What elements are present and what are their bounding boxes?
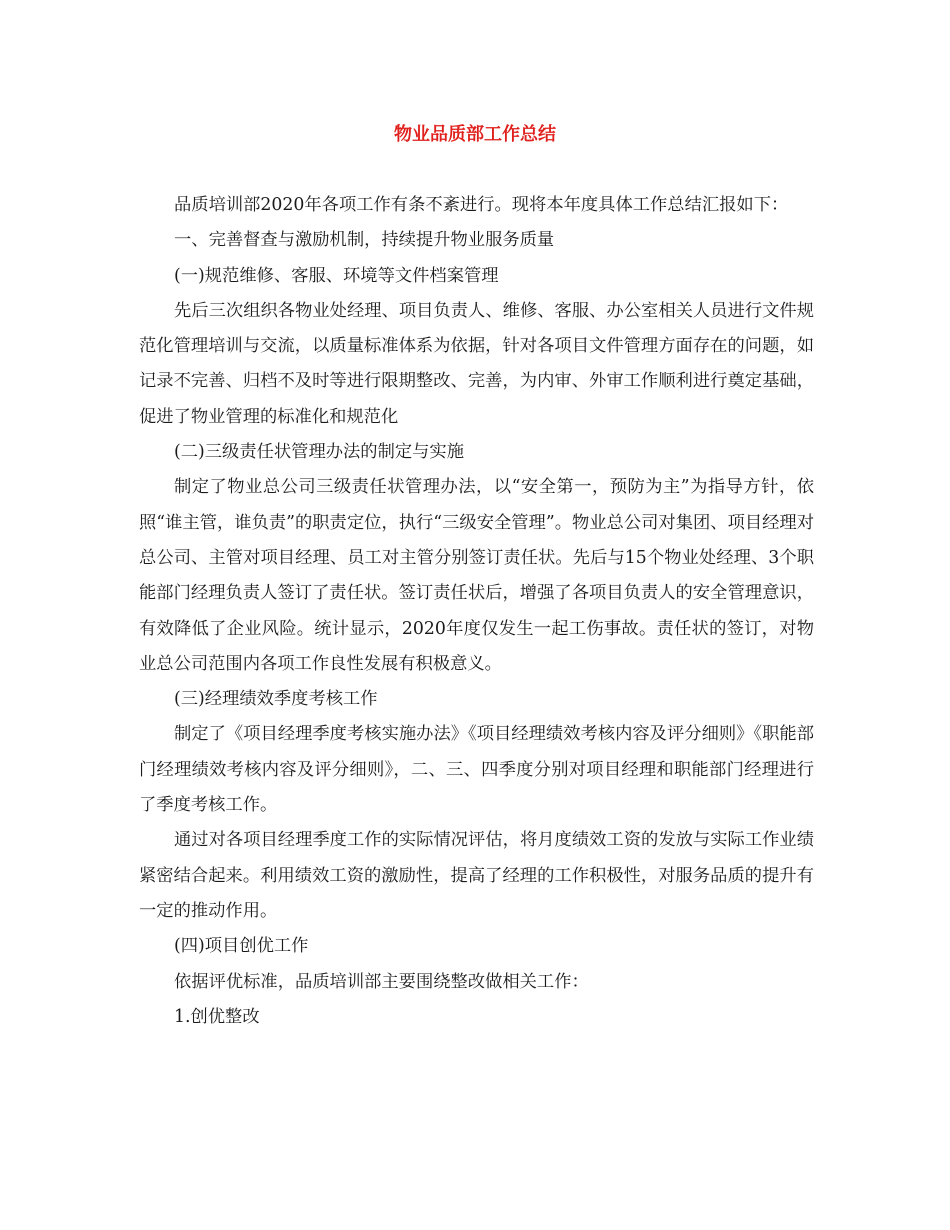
paragraph-excellence-intro: 依据评优标准，品质培训部主要围绕整改做相关工作： xyxy=(174,971,589,992)
list-item-rectification: 1.创优整改 xyxy=(174,1006,260,1027)
document-title: 物业品质部工作总结 xyxy=(394,124,556,145)
document-body xyxy=(139,188,814,1035)
paragraph-responsibility: 制定了物业总公司三级责任状管理办法，以“安全第一，预防为主”为指导方针，依照“谁主管，谁负责”的职责定位，执行“三级安全管理”。物业总公司对集团、项目经理对总公司、主管对项目经理、员工对主管分别签订责任状。先后与15个物业处经理、3个职能部门经理负责人签订了责任状。签订责任状后，增强了各项目负责人的安全管理意识，有效降低了企业风险。统计显示，2020年度仅发生一起工伤事故。责任状的签订，对物业总公司范围内各项工作良性发展有积极意义。 xyxy=(139,477,814,674)
paragraph-file-management: 先后三次组织各物业处经理、项目负责人、维修、客服、办公室相关人员进行文件规范化管理培训与交流，以质量标准体系为依据，针对各项目文件管理方面存在的问题，如记录不完善、归档不及时等进行限期整改、完善，为内审、外审工作顺利进行奠定基础，促进了物业管理的标准化和规范化 xyxy=(139,300,814,427)
section-heading-1: 一、完善督查与激励机制，持续提升物业服务质量 xyxy=(174,230,555,251)
subsection-heading-4: (四)项目创优工作 xyxy=(174,936,309,957)
subsection-heading-3: (三)经理绩效季度考核工作 xyxy=(174,689,378,710)
subsection-heading-1: (一)规范维修、客服、环境等文件档案管理 xyxy=(174,265,499,286)
paragraph-intro: 品质培训部2020年各项工作有条不紊进行。现将本年度具体工作总结汇报如下： xyxy=(174,195,789,215)
paragraph-assessment-methods: 制定了《项目经理季度考核实施办法》《项目经理绩效考核内容及评分细则》《职能部门经理绩效考核内容及评分细则》，二、三、四季度分别对项目经理和职能部门经理进行了季度考核工作。 xyxy=(139,724,814,816)
paragraph-assessment-results: 通过对各项目经理季度工作的实际情况评估，将月度绩效工资的发放与实际工作业绩紧密结合起来。利用绩效工资的激励性，提高了经理的工作积极性，对服务品质的提升有一定的推动作用。 xyxy=(139,830,814,921)
subsection-heading-2: (二)三级责任状管理办法的制定与实施 xyxy=(174,442,464,463)
